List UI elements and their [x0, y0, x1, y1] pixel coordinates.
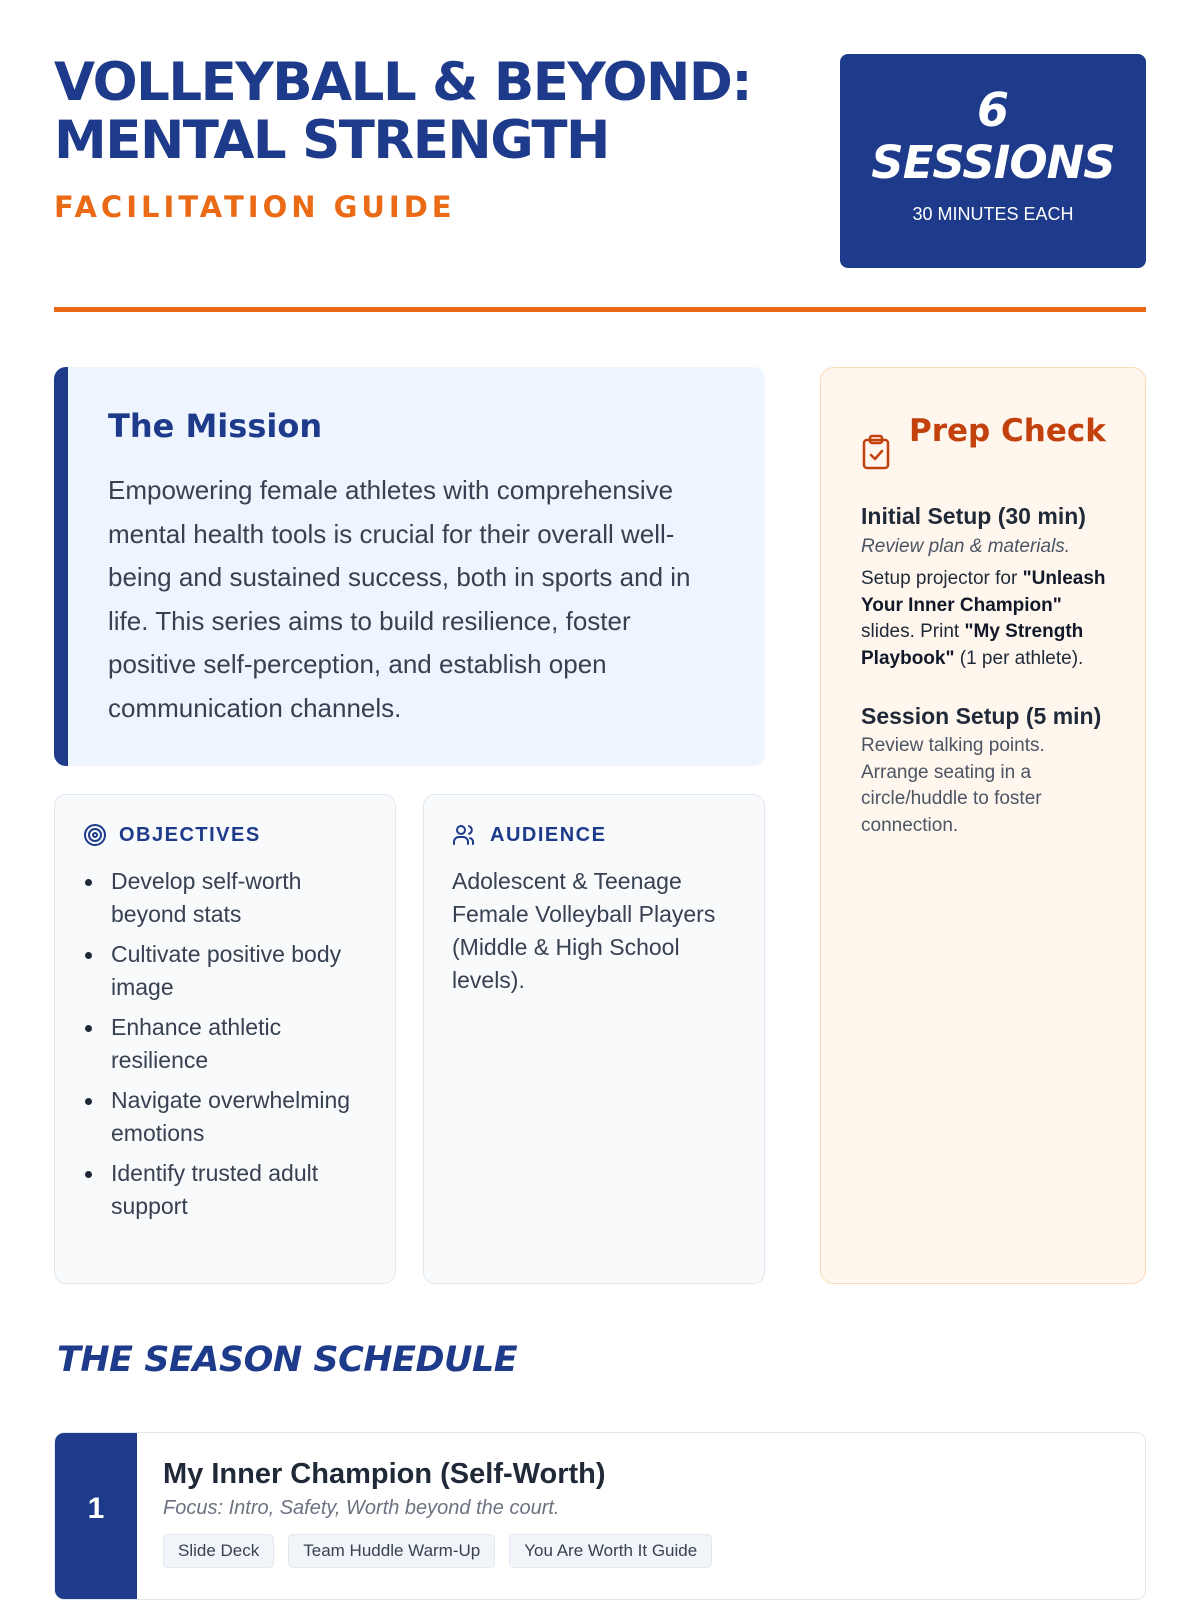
objectives-list [83, 865, 369, 1223]
target-icon [83, 823, 107, 847]
sessions-number: 6 [976, 83, 1009, 137]
material-tag: Slide Deck [163, 1534, 274, 1568]
session-setup-text: Review talking points. Arrange seating in a circle/huddle to foster connection. [861, 735, 1045, 836]
title-line-2: MENTAL STRENGTH [54, 110, 609, 171]
mission-heading: The Mission [108, 407, 323, 445]
objective-item: Cultivate positive body image [83, 938, 369, 1004]
objective-item: Develop self-worth beyond stats [83, 865, 369, 931]
slides-name: "Unleash Your Inner Champion" [861, 568, 1106, 616]
sessions-badge [840, 54, 1146, 268]
sessions-label: SESSIONS [871, 136, 1115, 189]
session-setup-title: Session Setup (5 min) [861, 703, 1102, 729]
audience-card [423, 794, 765, 1284]
session-setup [861, 700, 1115, 839]
prep-check-card [820, 367, 1146, 1284]
schedule-heading: THE SEASON SCHEDULE [57, 1340, 518, 1380]
session-content [163, 1458, 712, 1568]
session-number-badge [55, 1433, 137, 1600]
page-header [54, 54, 1146, 268]
playbook-name: "My Strength Playbook" [861, 621, 1084, 669]
prep-heading: Prep Check [909, 413, 1106, 449]
initial-setup-title: Initial Setup (30 min) [861, 503, 1086, 529]
header-divider [54, 307, 1146, 312]
session-row [54, 1432, 1146, 1600]
objective-item: Navigate overwhelming emotions [83, 1084, 369, 1150]
session-focus: Focus: Intro, Safety, Worth beyond the court. [163, 1497, 560, 1519]
objective-item: Identify trusted adult support [83, 1157, 369, 1223]
initial-text-part: Setup projector for [861, 568, 1023, 589]
clipboard-check-icon [861, 434, 891, 470]
initial-setup-note: Review plan & materials. [861, 536, 1071, 557]
mission-text: Empowering female athletes with comprehensive mental health tools is crucial for their overall well-being and sustained success, both in sports and in life. This series aims to build resilience, foster positive self-perception, and establish open communication channels. [108, 475, 691, 723]
initial-setup-text [861, 566, 1115, 672]
objectives-heading: OBJECTIVES [119, 823, 261, 846]
title-line-1: VOLLEYBALL & BEYOND: [54, 52, 752, 113]
audience-text: Adolescent & Teenage Female Volleyball Players (Middle & High School levels). [452, 868, 716, 993]
objectives-header [83, 823, 369, 847]
initial-text-part: slides. Print [861, 621, 965, 642]
page-subtitle: FACILITATION GUIDE [54, 190, 456, 224]
initial-text-part: (1 per athlete). [954, 647, 1084, 669]
prep-header [861, 408, 1115, 470]
objectives-card [54, 794, 396, 1284]
users-icon [452, 823, 478, 847]
session-title: My Inner Champion (Self-Worth) [163, 1458, 606, 1490]
material-tag: Team Huddle Warm-Up [288, 1534, 495, 1568]
objective-item: Enhance athletic resilience [83, 1011, 369, 1077]
material-tag: You Are Worth It Guide [509, 1534, 712, 1568]
session-number: 1 [87, 1492, 105, 1525]
audience-heading: AUDIENCE [490, 823, 607, 846]
sessions-duration: 30 MINUTES EACH [912, 204, 1074, 224]
initial-setup [861, 500, 1115, 672]
audience-header [452, 823, 738, 847]
mission-card [54, 367, 765, 766]
session-materials [163, 1534, 712, 1568]
